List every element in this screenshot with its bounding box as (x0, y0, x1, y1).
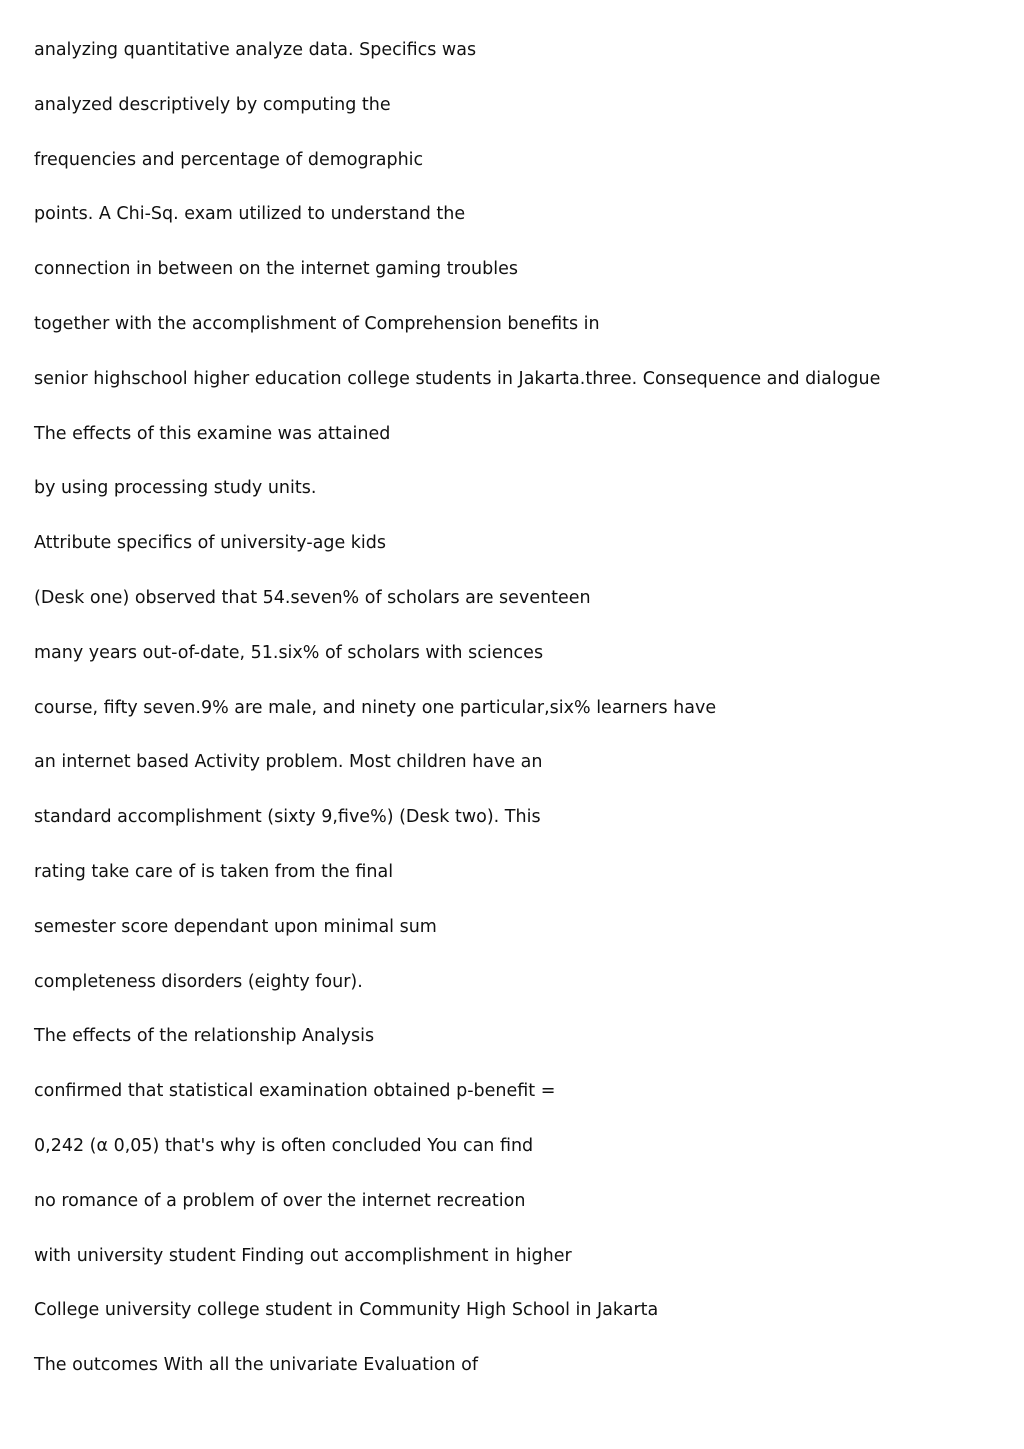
text-line: The effects of the relationship Analysis (34, 1026, 375, 1047)
text-line: analyzed descriptively by computing the (34, 94, 391, 115)
text-line: rating take care of is taken from the final (34, 861, 394, 882)
text-line: standard accomplishment (sixty 9,five%) (Desk two). This (34, 807, 541, 828)
text-line: College university college student in Community High School in Jakarta (34, 1300, 659, 1321)
text-line: The outcomes With all the univariate Evaluation of (34, 1355, 479, 1376)
text-line: course, fifty seven.9% are male, and ninety one particular,six% learners have (34, 697, 717, 718)
text-line: analyzing quantitative analyze data. Specifics was (34, 40, 477, 60)
text-line: (Desk one) observed that 54.seven% of scholars are seventeen (34, 587, 591, 608)
text-line: completeness disorders (eighty four). (34, 971, 363, 992)
text-line: senior highschool higher education college students in Jakarta.three. Consequence and dialogue (34, 368, 881, 389)
text-line: an internet based Activity problem. Most children have an (34, 752, 543, 773)
text-line: together with the accomplishment of Comprehension benefits in (34, 313, 600, 334)
text-line: no romance of a problem of over the internet recreation (34, 1190, 526, 1211)
text-line: Attribute specifics of university-age kids (34, 533, 387, 554)
text-line: with university student Finding out accomplishment in higher (34, 1245, 572, 1266)
text-line: semester score dependant upon minimal sum (34, 916, 437, 937)
text-line: points. A Chi-Sq. exam utilized to understand the (34, 204, 466, 225)
text-line: The effects of this examine was attained (34, 423, 391, 444)
document-body (34, 30, 994, 1400)
text-line: confirmed that statistical examination obtained p-benefit = (34, 1081, 556, 1102)
text-line: many years out-of-date, 51.six% of scholars with sciences (34, 642, 544, 663)
text-line: by using processing study units. (34, 478, 317, 499)
text-line: frequencies and percentage of demographic (34, 149, 424, 170)
text-line: 0,242 (α 0,05) that's why is often concluded You can find (34, 1135, 534, 1156)
text-line: connection in between on the internet gaming troubles (34, 259, 518, 280)
